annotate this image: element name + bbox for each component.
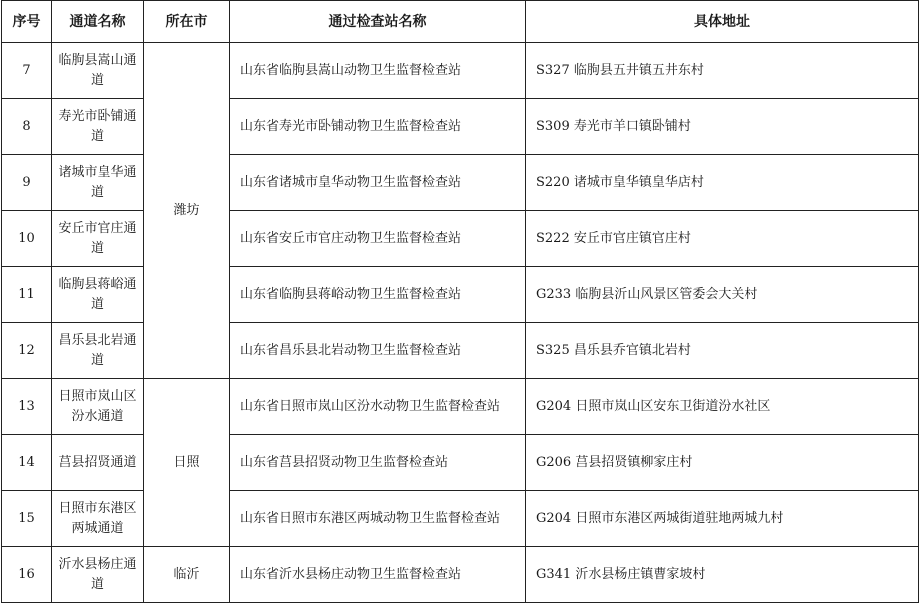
row-index: 7 — [2, 43, 52, 99]
row-address: G204 日照市东港区两城街道驻地两城九村 — [526, 491, 919, 547]
row-address: G233 临朐县沂山风景区管委会大关村 — [526, 267, 919, 323]
header-city: 所在市 — [144, 1, 230, 43]
header-index: 序号 — [2, 1, 52, 43]
row-city: 临沂 — [144, 547, 230, 603]
table-row — [2, 211, 919, 267]
header-row — [2, 1, 919, 43]
row-channel: 安丘市官庄通道 — [52, 211, 144, 267]
row-city: 潍坊 — [144, 43, 230, 379]
header-address: 具体地址 — [526, 1, 919, 43]
row-index: 15 — [2, 491, 52, 547]
table-row — [2, 99, 919, 155]
row-channel: 寿光市卧铺通道 — [52, 99, 144, 155]
row-channel: 昌乐县北岩通道 — [52, 323, 144, 379]
row-index: 11 — [2, 267, 52, 323]
row-index: 12 — [2, 323, 52, 379]
row-index: 10 — [2, 211, 52, 267]
row-channel: 沂水县杨庄通道 — [52, 547, 144, 603]
table-row — [2, 491, 919, 547]
row-index: 8 — [2, 99, 52, 155]
row-index: 13 — [2, 379, 52, 435]
row-address: S220 诸城市皇华镇皇华店村 — [526, 155, 919, 211]
row-station: 山东省日照市岚山区汾水动物卫生监督检查站 — [230, 379, 526, 435]
table-row — [2, 323, 919, 379]
row-address: G341 沂水县杨庄镇曹家坡村 — [526, 547, 919, 603]
row-channel: 临朐县嵩山通道 — [52, 43, 144, 99]
row-index: 16 — [2, 547, 52, 603]
row-channel: 临朐县蒋峪通道 — [52, 267, 144, 323]
row-channel: 莒县招贤通道 — [52, 435, 144, 491]
row-station: 山东省诸城市皇华动物卫生监督检查站 — [230, 155, 526, 211]
row-address: G206 莒县招贤镇柳家庄村 — [526, 435, 919, 491]
table-row — [2, 547, 919, 603]
row-station: 山东省临朐县蒋峪动物卫生监督检查站 — [230, 267, 526, 323]
row-address: S222 安丘市官庄镇官庄村 — [526, 211, 919, 267]
row-station: 山东省沂水县杨庄动物卫生监督检查站 — [230, 547, 526, 603]
row-index: 14 — [2, 435, 52, 491]
row-address: S327 临朐县五井镇五井东村 — [526, 43, 919, 99]
checkpoint-table — [1, 0, 919, 603]
row-city: 日照 — [144, 379, 230, 547]
row-station: 山东省昌乐县北岩动物卫生监督检查站 — [230, 323, 526, 379]
table-row — [2, 435, 919, 491]
row-station: 山东省安丘市官庄动物卫生监督检查站 — [230, 211, 526, 267]
row-station: 山东省寿光市卧铺动物卫生监督检查站 — [230, 99, 526, 155]
row-index: 9 — [2, 155, 52, 211]
table-row — [2, 155, 919, 211]
table-row — [2, 43, 919, 99]
table-row — [2, 267, 919, 323]
header-channel: 通道名称 — [52, 1, 144, 43]
row-channel: 日照市岚山区汾水通道 — [52, 379, 144, 435]
row-station: 山东省临朐县嵩山动物卫生监督检查站 — [230, 43, 526, 99]
row-address: S309 寿光市羊口镇卧铺村 — [526, 99, 919, 155]
row-address: S325 昌乐县乔官镇北岩村 — [526, 323, 919, 379]
row-channel: 日照市东港区两城通道 — [52, 491, 144, 547]
row-station: 山东省莒县招贤动物卫生监督检查站 — [230, 435, 526, 491]
row-address: G204 日照市岚山区安东卫街道汾水社区 — [526, 379, 919, 435]
row-channel: 诸城市皇华通道 — [52, 155, 144, 211]
row-station: 山东省日照市东港区两城动物卫生监督检查站 — [230, 491, 526, 547]
table-row — [2, 379, 919, 435]
header-station: 通过检查站名称 — [230, 1, 526, 43]
